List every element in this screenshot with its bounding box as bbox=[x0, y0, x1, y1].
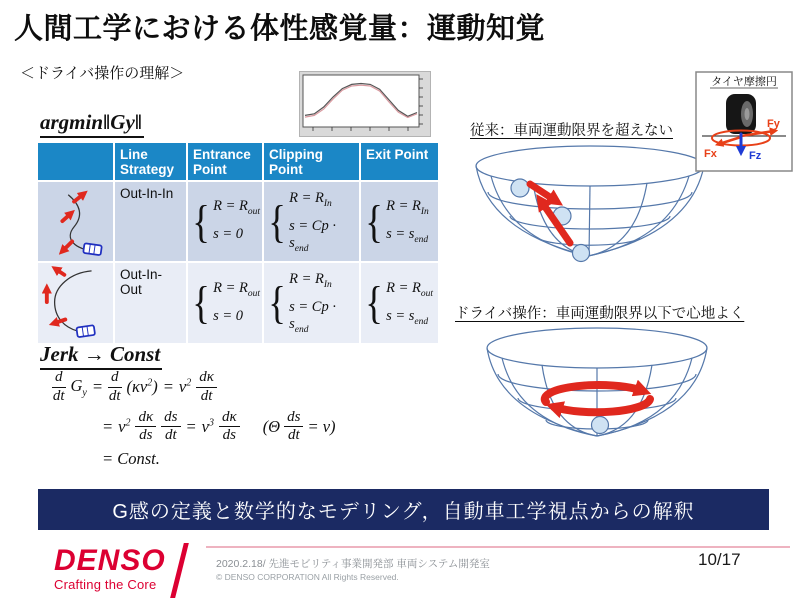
math-token: R = R bbox=[386, 198, 421, 215]
math-token: (Θ bbox=[262, 416, 281, 436]
math-token: d bbox=[108, 370, 122, 388]
math-token: dt bbox=[52, 387, 65, 404]
math-token: dκ bbox=[219, 410, 240, 428]
denso-tagline: Crafting the Core bbox=[54, 577, 157, 592]
math-token: ) bbox=[152, 377, 158, 397]
math-token: v bbox=[118, 416, 126, 436]
denso-logo-text: DENSO bbox=[54, 544, 166, 577]
table-row bbox=[38, 263, 113, 343]
math-sub: out bbox=[247, 288, 260, 299]
c-curve-trajectory-icon bbox=[41, 265, 111, 341]
comfort-bowl-diagram bbox=[450, 322, 712, 448]
denso-logo bbox=[54, 546, 166, 592]
math-token: = bbox=[102, 416, 114, 436]
fy-label: Fy bbox=[767, 118, 780, 130]
math-sub: end bbox=[414, 234, 429, 245]
math-token: = bbox=[185, 416, 197, 436]
math-line-2 bbox=[102, 410, 336, 445]
page-number: 10/17 bbox=[698, 550, 741, 569]
tire-icon bbox=[726, 94, 756, 134]
section-label: ＜ドライバ操作の理解＞ bbox=[20, 65, 185, 82]
car-icon bbox=[83, 243, 102, 255]
footer-copyright: © DENSO CORPORATION All Rights Reserved. bbox=[216, 572, 399, 582]
jerk-formula: Jerk → Const bbox=[40, 342, 162, 370]
strategy-out-in-in: Out-In-In bbox=[115, 182, 186, 261]
summary-text: G感の定義と数学的なモデリング，自動車工学視点からの解釈 bbox=[112, 501, 695, 523]
math-token: R = R bbox=[213, 198, 248, 215]
table-row bbox=[38, 182, 113, 261]
math-token: dt bbox=[165, 427, 177, 444]
math-sup: 2 bbox=[186, 377, 192, 389]
math-sub: end bbox=[294, 324, 309, 335]
math-token: s = 0 bbox=[213, 307, 244, 324]
math-token: = bbox=[91, 377, 104, 397]
math-token: R = R bbox=[289, 271, 324, 288]
table-header-entrance: Entrance Point bbox=[188, 143, 262, 180]
formula-clipping-2 bbox=[264, 263, 359, 343]
math-token: ds bbox=[139, 427, 153, 444]
logo-slash bbox=[170, 543, 189, 598]
math-token: ds bbox=[161, 410, 180, 428]
math-line-3 bbox=[102, 449, 336, 469]
math-sub: end bbox=[294, 243, 309, 254]
table-header-exit: Exit Point bbox=[361, 143, 438, 180]
math-token: dt bbox=[287, 427, 300, 444]
car-icon bbox=[76, 325, 95, 337]
math-line-1 bbox=[52, 370, 336, 405]
inset-line-chart bbox=[299, 71, 431, 137]
formula-clipping-1 bbox=[264, 182, 359, 261]
math-token: s = 0 bbox=[213, 226, 244, 242]
math-sup: 3 bbox=[208, 417, 214, 429]
math-token: (κv bbox=[126, 377, 148, 397]
math-token: s = Cp · s bbox=[289, 217, 336, 251]
math-token: dt bbox=[200, 387, 213, 404]
math-token: v bbox=[178, 377, 187, 397]
math-token: = bbox=[162, 377, 174, 397]
footer-department: 2020.2.18/ 先進モビリティ事業開発部 車両システム開発室 bbox=[216, 558, 490, 570]
math-token: s = s bbox=[386, 226, 415, 242]
s-curve-trajectory-icon bbox=[41, 185, 111, 259]
limit-bowl-diagram bbox=[448, 140, 708, 266]
gy-derivation bbox=[52, 370, 336, 474]
math-token: s = s bbox=[386, 307, 415, 324]
table-header-line-strategy: Line Strategy bbox=[115, 143, 186, 180]
math-note bbox=[263, 410, 336, 445]
math-token: v bbox=[201, 416, 209, 436]
fz-label: Fz bbox=[749, 150, 762, 162]
math-token: = v) bbox=[307, 416, 336, 436]
brace: { bbox=[365, 277, 383, 329]
summary-banner bbox=[38, 489, 769, 530]
argmin-formula: argmin‖Gy‖ bbox=[40, 110, 144, 138]
table-header-corner bbox=[38, 143, 113, 180]
math-sup: 2 bbox=[147, 377, 153, 389]
math-sub: y bbox=[82, 387, 87, 399]
brace: { bbox=[192, 195, 210, 247]
math-sub: In bbox=[323, 280, 332, 290]
brace: { bbox=[365, 195, 383, 247]
math-token: dκ bbox=[135, 410, 156, 428]
bowl-wireframe bbox=[476, 146, 704, 256]
math-sub: out bbox=[247, 207, 260, 217]
table-header-clipping: Clipping Point bbox=[264, 143, 359, 180]
formula-exit-2 bbox=[361, 263, 438, 343]
formula-entrance-1 bbox=[188, 182, 262, 261]
math-token: G bbox=[70, 376, 83, 396]
math-token: dκ bbox=[196, 370, 217, 388]
line-strategy-table bbox=[38, 143, 438, 343]
math-sub: In bbox=[420, 207, 429, 217]
math-token: R = R bbox=[386, 279, 421, 296]
strategy-out-in-out: Out-In-Out bbox=[115, 263, 186, 343]
math-sub: end bbox=[414, 316, 429, 327]
math-sup: 2 bbox=[125, 417, 131, 429]
driver-operation-label: ドライバ操作：車両運動限界以下で心地よく bbox=[455, 306, 745, 322]
state-ball bbox=[592, 417, 609, 434]
page-title: 人間工学における体性感覚量：運動知覚 bbox=[14, 13, 546, 45]
math-token: ds bbox=[284, 410, 303, 428]
brace: { bbox=[268, 277, 286, 329]
math-token: d bbox=[52, 370, 66, 388]
math-token: = Const. bbox=[102, 449, 160, 468]
brace: { bbox=[268, 195, 286, 247]
math-token: dt bbox=[108, 387, 121, 404]
math-sub: In bbox=[323, 198, 332, 209]
math-token: ds bbox=[222, 427, 236, 444]
footer-divider bbox=[206, 546, 790, 548]
math-token: s = Cp · s bbox=[289, 299, 336, 332]
conventional-label: 従来：車両運動限界を超えない bbox=[470, 123, 673, 139]
brace: { bbox=[192, 277, 210, 329]
tire-friction-box bbox=[694, 70, 794, 173]
math-token: R = R bbox=[213, 279, 248, 296]
fx-label: Fx bbox=[704, 148, 717, 160]
formula-entrance-2 bbox=[188, 263, 262, 343]
math-token: R = R bbox=[289, 189, 324, 206]
formula-exit-1 bbox=[361, 182, 438, 261]
math-sub: out bbox=[420, 288, 433, 299]
tire-box-title: タイヤ摩擦円 bbox=[711, 76, 777, 88]
